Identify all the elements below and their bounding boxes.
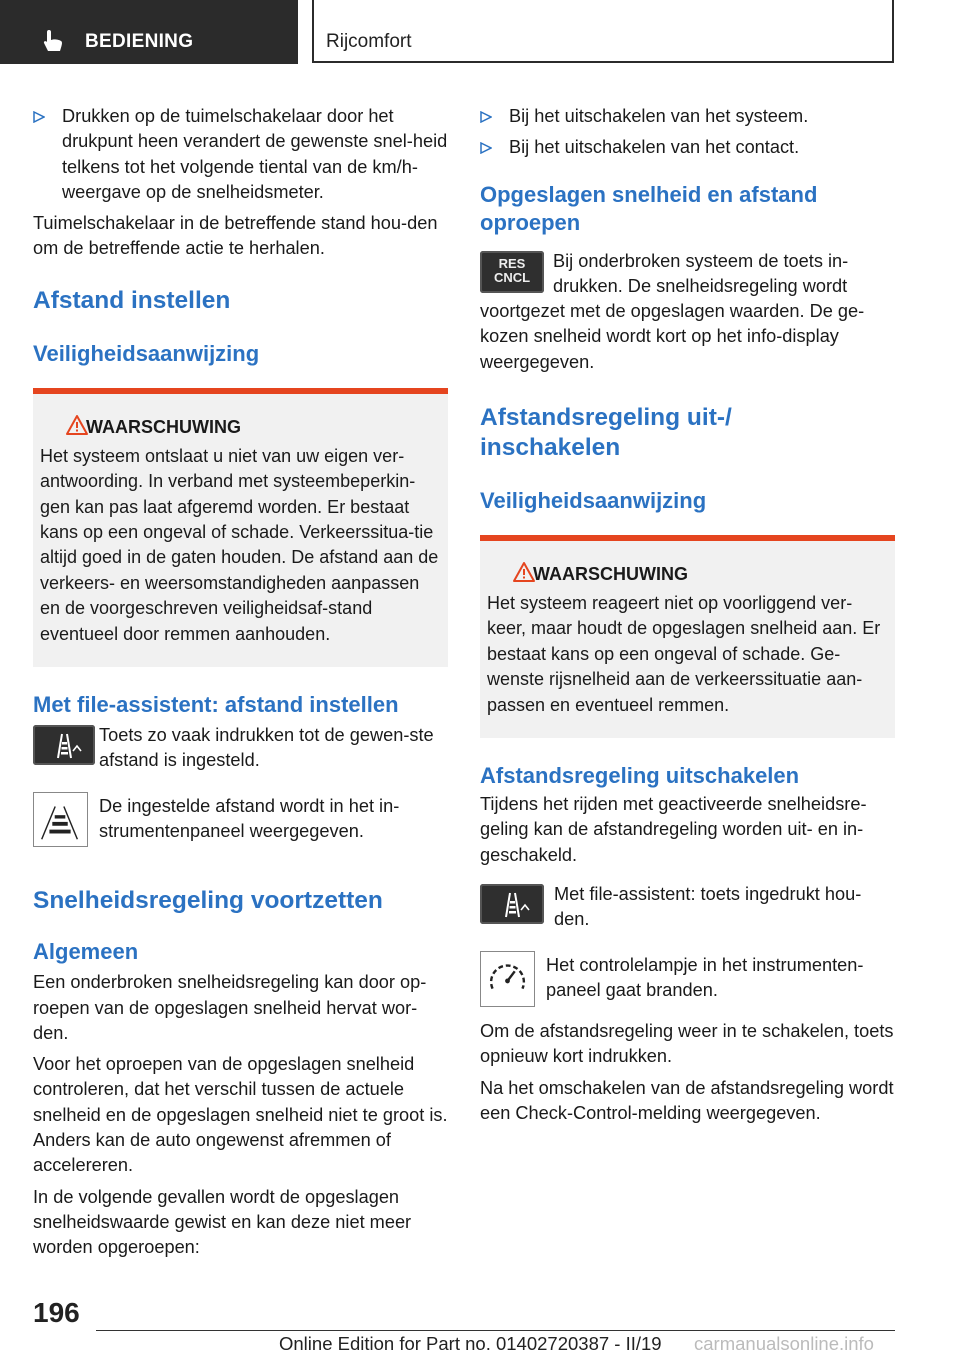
warning-box: [480, 535, 895, 738]
paragraph: Na het omschakelen van de afstandsregeling wordt een Check-Control-melding weergegeven.: [480, 1077, 894, 1124]
display-text: De ingestelde afstand wordt in het in-strumentenpaneel weergegeven.: [99, 795, 400, 841]
warning-triangle-icon: [65, 414, 89, 436]
distance-display-icon: [33, 792, 88, 847]
triangle-bullet-icon: [480, 111, 492, 123]
lamp-row: [480, 953, 895, 1004]
warning-title: WAARSCHUWING: [533, 564, 688, 585]
warning-text: Het systeem ontslaat u niet van uw eigen ver-antwoording. In verband met systeembeperkin-gen kan pas laat afgeremd worden. Er bestaat kans op een ongeval of schade. Verkeerssitua-tie altijd goed in de gaten houden. De afstand aan de verkeers- en weersomstandigheden aanpassen en de voorgeschreven veiligheidsaf-stand eventueel door remmen aanhouden.: [40, 445, 439, 644]
chapter-title: Rijcomfort: [326, 31, 412, 52]
page-number: 196: [33, 1297, 80, 1328]
warning-box: [33, 388, 448, 667]
section-title: BEDIENING: [85, 31, 194, 52]
warning-text: Het systeem reageert niet op voorliggend ver-keer, maar houdt de opgeslagen snelheid aan. Er bestaat kans op een ongeval of schade. Ge-wenste rijsnelheid aan de verkeerssituatie aan-passen en eventueel remmen.: [487, 593, 881, 715]
file-assistent-text: Toets zo vaak indrukken tot de gewen-ste afstand is ingesteld.: [99, 725, 434, 771]
display-row: [33, 794, 448, 845]
list-item: Drukken op de tuimelschakelaar door het drukpunt heen verandert de gewenste snel-heid telkens tot het volgende tiental van de km/h-weergave op de snelheidsmeter.: [33, 104, 448, 205]
paragraph: Tuimelschakelaar in de betreffende stand hou-den om de betreffende actie te herhalen.: [33, 213, 438, 259]
heading-uitschakelen: Afstandsregeling uitschakelen: [480, 763, 800, 789]
watermark: carmanualsonline.info: [694, 1333, 874, 1354]
distance-button-icon: [480, 884, 544, 924]
chapter-tab: [312, 0, 894, 63]
heading-afstand-instellen: Afstand instellen: [33, 286, 231, 314]
triangle-bullet-icon: [480, 142, 492, 154]
list-item: Bij het uitschakelen van het contact.: [480, 135, 895, 160]
hand-pointer-icon: [40, 27, 68, 55]
footer-divider: [96, 1330, 895, 1331]
file-assistent-text: Met file-assistent: toets ingedrukt hou-den.: [554, 884, 862, 930]
res-cncl-button-icon: RES CNCL: [480, 251, 544, 293]
heading-algemeen: Algemeen: [33, 939, 139, 965]
file-assistent-row: [33, 723, 448, 774]
warning-triangle-icon: [512, 561, 536, 583]
paragraph: Voor het oproepen van de opgeslagen snelheid controleren, dat het verschil tussen de actuele snelheid en de opgeslagen snelheid niet te groot is. Anders kan de auto ongewenst afremmen of accelereren.: [33, 1054, 448, 1176]
list-item: Bij het uitschakelen van het systeem.: [480, 104, 895, 129]
triangle-bullet-icon: [33, 111, 45, 123]
paragraph: Tijdens het rijden met geactiveerde snelheidsre-geling kan de afstandregeling worden uit- en in-geschakeld.: [480, 794, 867, 865]
lamp-text: Het controlelampje in het instrumenten-paneel gaat branden.: [546, 954, 864, 1000]
heading-voortzetten: Snelheidsregeling voortzetten: [33, 887, 383, 915]
heading-uit-inschakelen: Afstandsregeling uit-/ inschakelen: [480, 404, 732, 462]
distance-button-icon: [33, 725, 95, 765]
section-tab: [0, 0, 298, 64]
right-column: [480, 104, 895, 1126]
edition-text: Online Edition for Part no. 01402720387 - II/19: [279, 1333, 662, 1354]
file-assistent-row: [480, 882, 895, 933]
heading-opgeslagen: Opgeslagen snelheid en afstand oproepen: [480, 181, 818, 235]
res-row: [480, 249, 895, 375]
paragraph: Om de afstandsregeling weer in te schakelen, toets opnieuw kort indrukken.: [480, 1021, 894, 1067]
res-text: Bij onderbroken systeem de toets in-drukken. De snelheidsregeling wordt voortgezet met de opgeslagen waarden. De ge-kozen snelheid wordt kort op het info-display weergegeven.: [480, 250, 865, 372]
heading-veiligheidsaanwijzing: Veiligheidsaanwijzing: [33, 340, 260, 366]
heading-file-assistent: Met file-assistent: afstand instellen: [33, 692, 399, 718]
paragraph: Een onderbroken snelheidsregeling kan door op-roepen van de opgeslagen snelheid hervat wor-den.: [33, 972, 427, 1043]
heading-veiligheidsaanwijzing: Veiligheidsaanwijzing: [480, 488, 707, 514]
paragraph: In de volgende gevallen wordt de opgeslagen snelheidswaarde gewist en kan deze niet meer worden opgeroepen:: [33, 1186, 412, 1258]
left-column: [33, 104, 448, 1260]
speedometer-lamp-icon: [480, 951, 535, 1007]
warning-title: WAARSCHUWING: [86, 416, 241, 437]
